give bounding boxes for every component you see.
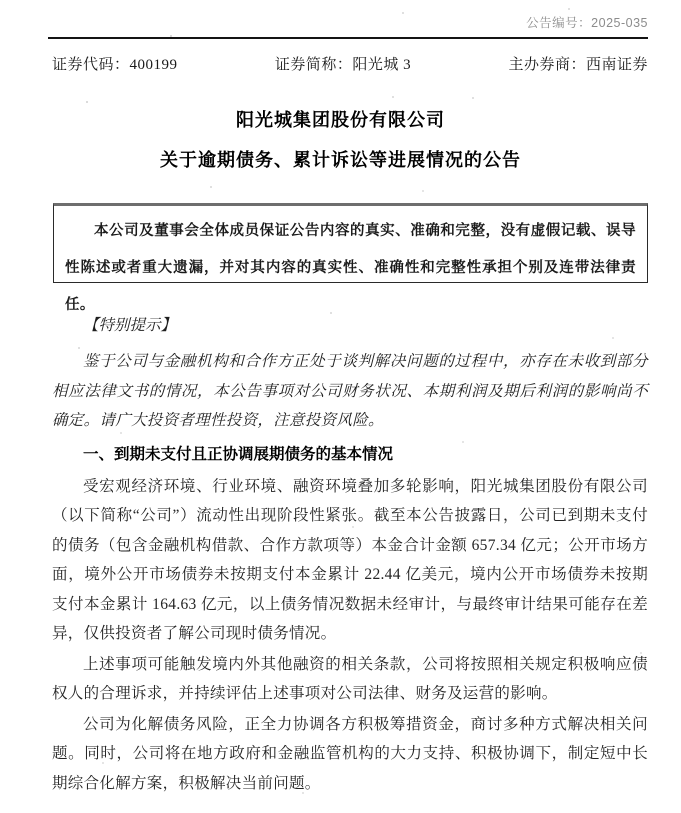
section-heading: 一、到期未支付且正协调展期债务的基本情况 (83, 445, 394, 463)
security-code-value: 400199 (129, 57, 178, 73)
sponsor-broker-label: 主办券商： (508, 57, 586, 73)
announcement-number (526, 13, 648, 31)
special-notice-heading: 【特别提示】 (83, 317, 177, 334)
body-paragraph-1: 受宏观经济环境、行业环境、融资环境叠加多轮影响，阳光城集团股份有限公司（以下简称“公司”）流动性出现阶段性紧张。截至本公告披露日，公司已到期未支付的债务（包含金融机构借款、合作方款项等）本金合计金额 657.34 亿元；公开市场方面，境外公开市场债券未按期支付本金累计 22.44 亿美元，境内公开市场债券未按期支付本金累计 164.63 亿元，以上债务情况数据未经审计，与最终审计结果可能存在差异，仅供投资者了解公司现时债务情况。 (52, 477, 648, 642)
announcement-title: 关于逾期债务、累计诉讼等进展情况的公告 (160, 150, 521, 170)
body-paragraph-2: 上述事项可能触发境内外其他融资的相关条款，公司将按照相关规定积极响应债权人的合理诉求，并持续评估上述事项对公司法律、财务及运营的影响。 (52, 655, 648, 702)
body-paragraph-3: 公司为化解债务风险，正全力协调各方积极筹措资金，商讨多种方式解决相关问题。同时，公司将在地方政府和金融监管机构的大力支持、积极协调下，制定短中长期综合化解方案，积极解决当前问题。 (52, 715, 648, 792)
security-code-label: 证券代码： (52, 57, 130, 73)
security-name-value: 阳光城 3 (352, 57, 412, 73)
disclaimer-box (53, 203, 648, 313)
security-code-field (52, 53, 178, 74)
special-notice-text: 鉴于公司与金融机构和合作方正处于谈判解决问题的过程中，亦存在未收到部分相应法律文书的情况，本公告事项对公司财务状况、本期利润及期后利润的影响尚不确定。请广大投资者理性投资，注意投资风险。 (52, 353, 648, 429)
sponsor-broker-value: 西南证券 (585, 57, 648, 73)
announcement-number-value: 2025-035 (591, 16, 648, 30)
sponsor-broker-field (508, 53, 648, 74)
announcement-body (52, 311, 648, 799)
scan-speckles (0, 0, 2, 2)
company-name-title: 阳光城集团股份有限公司 (236, 110, 445, 130)
security-info-row (52, 53, 648, 74)
header-divider (48, 37, 648, 39)
disclaimer-text: 本公司及董事会全体成员保证公告内容的真实、准确和完整，没有虚假记载、误导性陈述或者重大遗漏，并对其内容的真实性、准确性和完整性承担个别及连带法律责任。 (65, 223, 636, 313)
announcement-number-label: 公告编号： (526, 16, 592, 30)
security-name-field (275, 53, 411, 74)
security-name-label: 证券简称： (274, 57, 353, 73)
